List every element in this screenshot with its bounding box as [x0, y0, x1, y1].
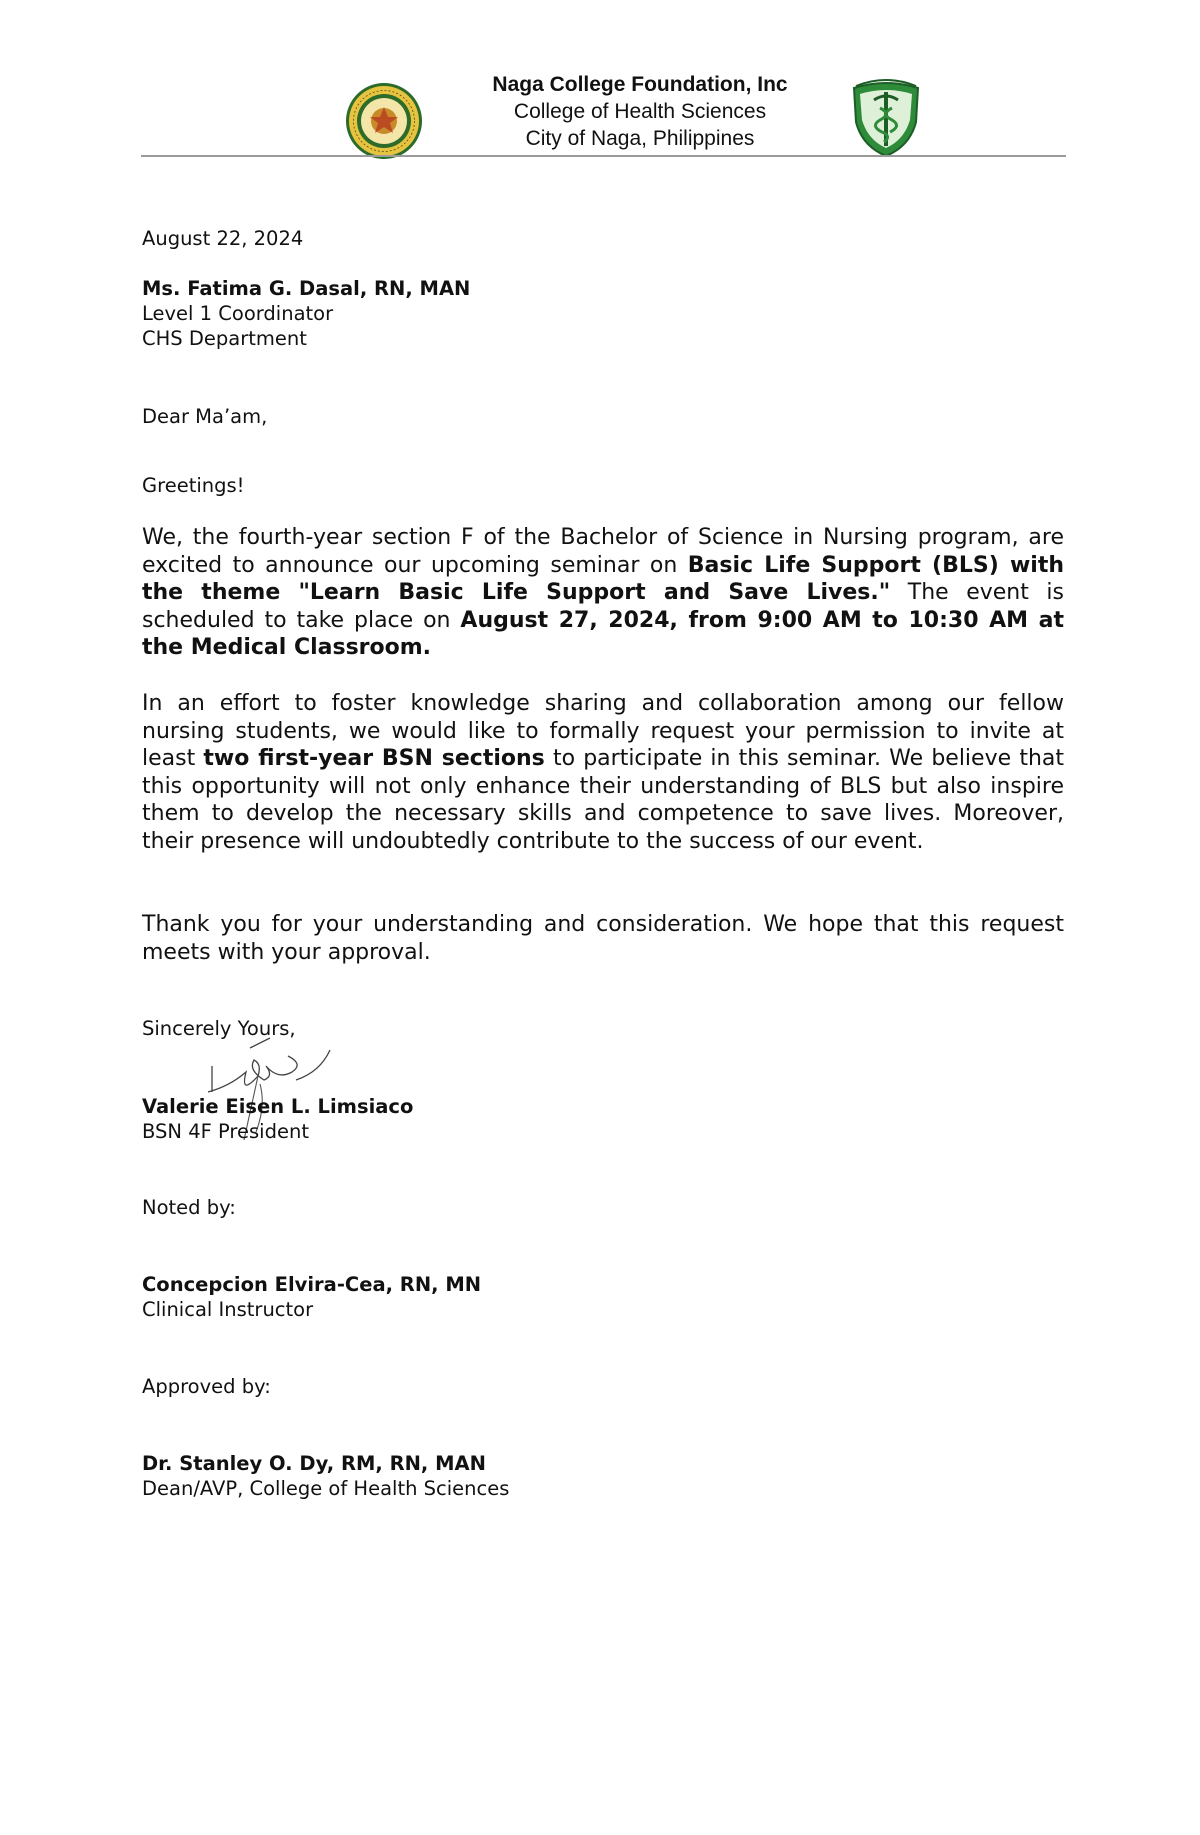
body-paragraph-3: Thank you for your understanding and consideration. We hope that this request meets with your approval. [142, 912, 1064, 965]
college-name: College of Health Sciences [513, 100, 767, 123]
sender-title: BSN 4F President [142, 1120, 309, 1143]
body-paragraph-1: We, the fourth-year section F of the Bachelor of Science in Nursing program, are excited to announce our upcoming seminar on Basic Life Support (BLS) with the theme "Learn Basic Life Support and Save Lives." The event is scheduled to take place on August 27, 2024, from 9:00 AM to 10:30 AM at the Medical Classroom. [142, 525, 1065, 661]
sender-name: Valerie Eisen L. Limsiaco [142, 1095, 414, 1118]
recipient-name: Ms. Fatima G. Dasal, RN, MAN [142, 277, 471, 300]
salutation: Dear Ma’am, [142, 405, 268, 428]
recipient-title: Level 1 Coordinator [142, 302, 334, 325]
closing: Sincerely Yours, [142, 1017, 296, 1040]
approved-by-name: Dr. Stanley O. Dy, RM, RN, MAN [142, 1452, 486, 1475]
health-sciences-crest-logo [846, 76, 926, 160]
greeting: Greetings! [142, 474, 245, 497]
college-seal-logo [344, 81, 424, 161]
header-divider [141, 155, 1066, 157]
noted-by-name: Concepcion Elvira-Cea, RN, MN [142, 1273, 482, 1296]
approved-by-label: Approved by: [142, 1375, 271, 1398]
institution-name: Naga College Foundation, Inc [492, 73, 788, 96]
noted-by-title: Clinical Instructor [142, 1298, 314, 1321]
body-paragraph-2: In an effort to foster knowledge sharing and collaboration among our fellow nursing students, we would like to formally request your permission to invite at least two first-year BSN sections to participate in this seminar. We believe that this opportunity will not only enhance their understanding of BLS but also inspire them to develop the necessary skills and competence to save lives. Moreover, their presence will undoubtedly contribute to the success of our event. [142, 691, 1064, 854]
noted-by-label: Noted by: [142, 1196, 236, 1219]
approved-by-title: Dean/AVP, College of Health Sciences [142, 1477, 510, 1500]
letter-date: August 22, 2024 [142, 227, 304, 250]
recipient-department: CHS Department [142, 327, 307, 350]
city-name: City of Naga, Philippines [525, 127, 755, 150]
